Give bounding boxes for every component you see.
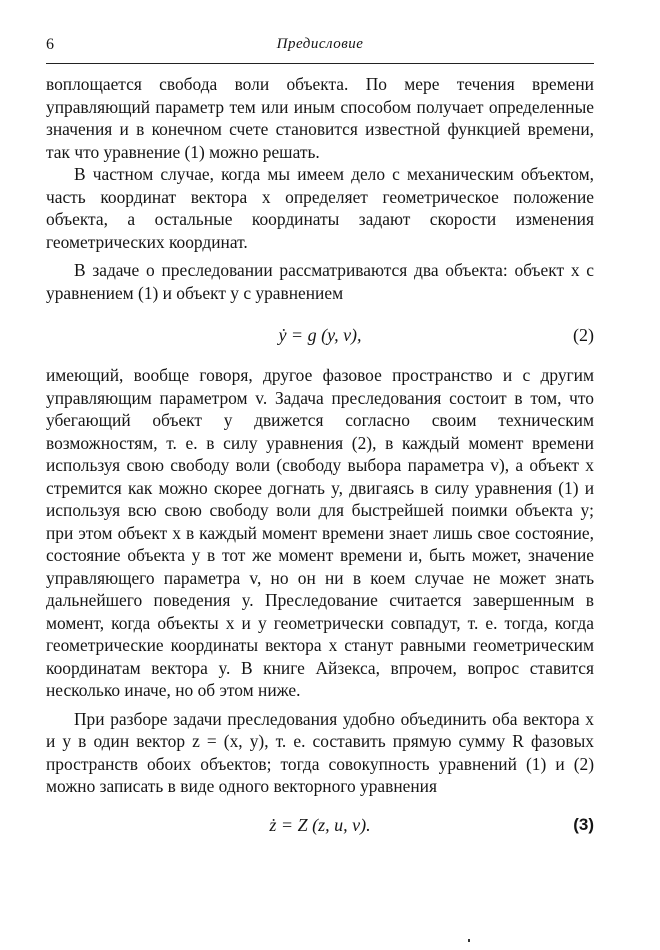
page-body — [46, 73, 594, 854]
equation-formula: ẏ = g (y, v), — [278, 325, 362, 345]
equation-number: (2) — [573, 325, 594, 345]
page-number: 6 — [46, 36, 54, 53]
paragraph: В частном случае, когда мы имеем дело с механическим объектом, часть координат вектора x определяет геометрическое положение объекта, а остальные координаты задают скорости изменения геометрических координат. — [46, 164, 594, 252]
equation-3 — [46, 798, 594, 854]
equation-number: (3) — [573, 814, 594, 834]
equation-formula: ż = Z (z, u, v). — [269, 814, 371, 835]
paragraph: При разборе задачи преследования удобно объединить оба вектора x и y в один вектор z = (x, y), т. е. составить прямую сумму R фазовых пространств обоих объектов; тогда совокупность уравнений (1) и (2) можно записать в виде одного векторного уравнения — [46, 708, 594, 796]
print-speck — [468, 939, 470, 942]
paragraph: воплощается свобода воли объекта. По мере течения времени управляющий параметр тем или иным способом получает определенные значения и в конечном счете становится известной функцией времени, так что уравнение (1) можно решать. — [46, 74, 594, 162]
paragraph: имеющий, вообще говоря, другое фазовое пространство и с другим управляющим параметром v. Задача преследования состоит в том, что убегающий объект y движется согласно своим техническим возможностям, т. е. в силу уравнения (2), в каждый момент времени используя свою свободу воли (свободу выбора параметра v), а объект x стремится как можно скорее догнать y, двигаясь в силу уравнения (1) и используя всю свою свободу воли для быстрейшей поимки объекта y; при этом объект x в каждый момент времени знает лишь свое состояние, состояние объекта y в тот же момент времени и, быть может, значение управляющего параметра v, но он ни в коем случае не может знать дальнейшего поведения y. Преследование считается завершенным в момент, когда объекты x и y геометрически совпадут, т. е. тогда, когда геометрические координаты вектора x станут равными геометрическим координатам вектора y. В книге Айзекса, впрочем, вопрос ставится несколько иначе, но об этом ниже. — [46, 365, 594, 700]
running-title: Предисловие — [276, 36, 364, 52]
header-rule — [46, 63, 594, 64]
equation-2 — [46, 304, 594, 364]
page-header — [46, 36, 594, 58]
paragraph: В задаче о преследовании рассматриваются два объекта: объект x с уравнением (1) и объект y с уравнением — [46, 260, 594, 303]
